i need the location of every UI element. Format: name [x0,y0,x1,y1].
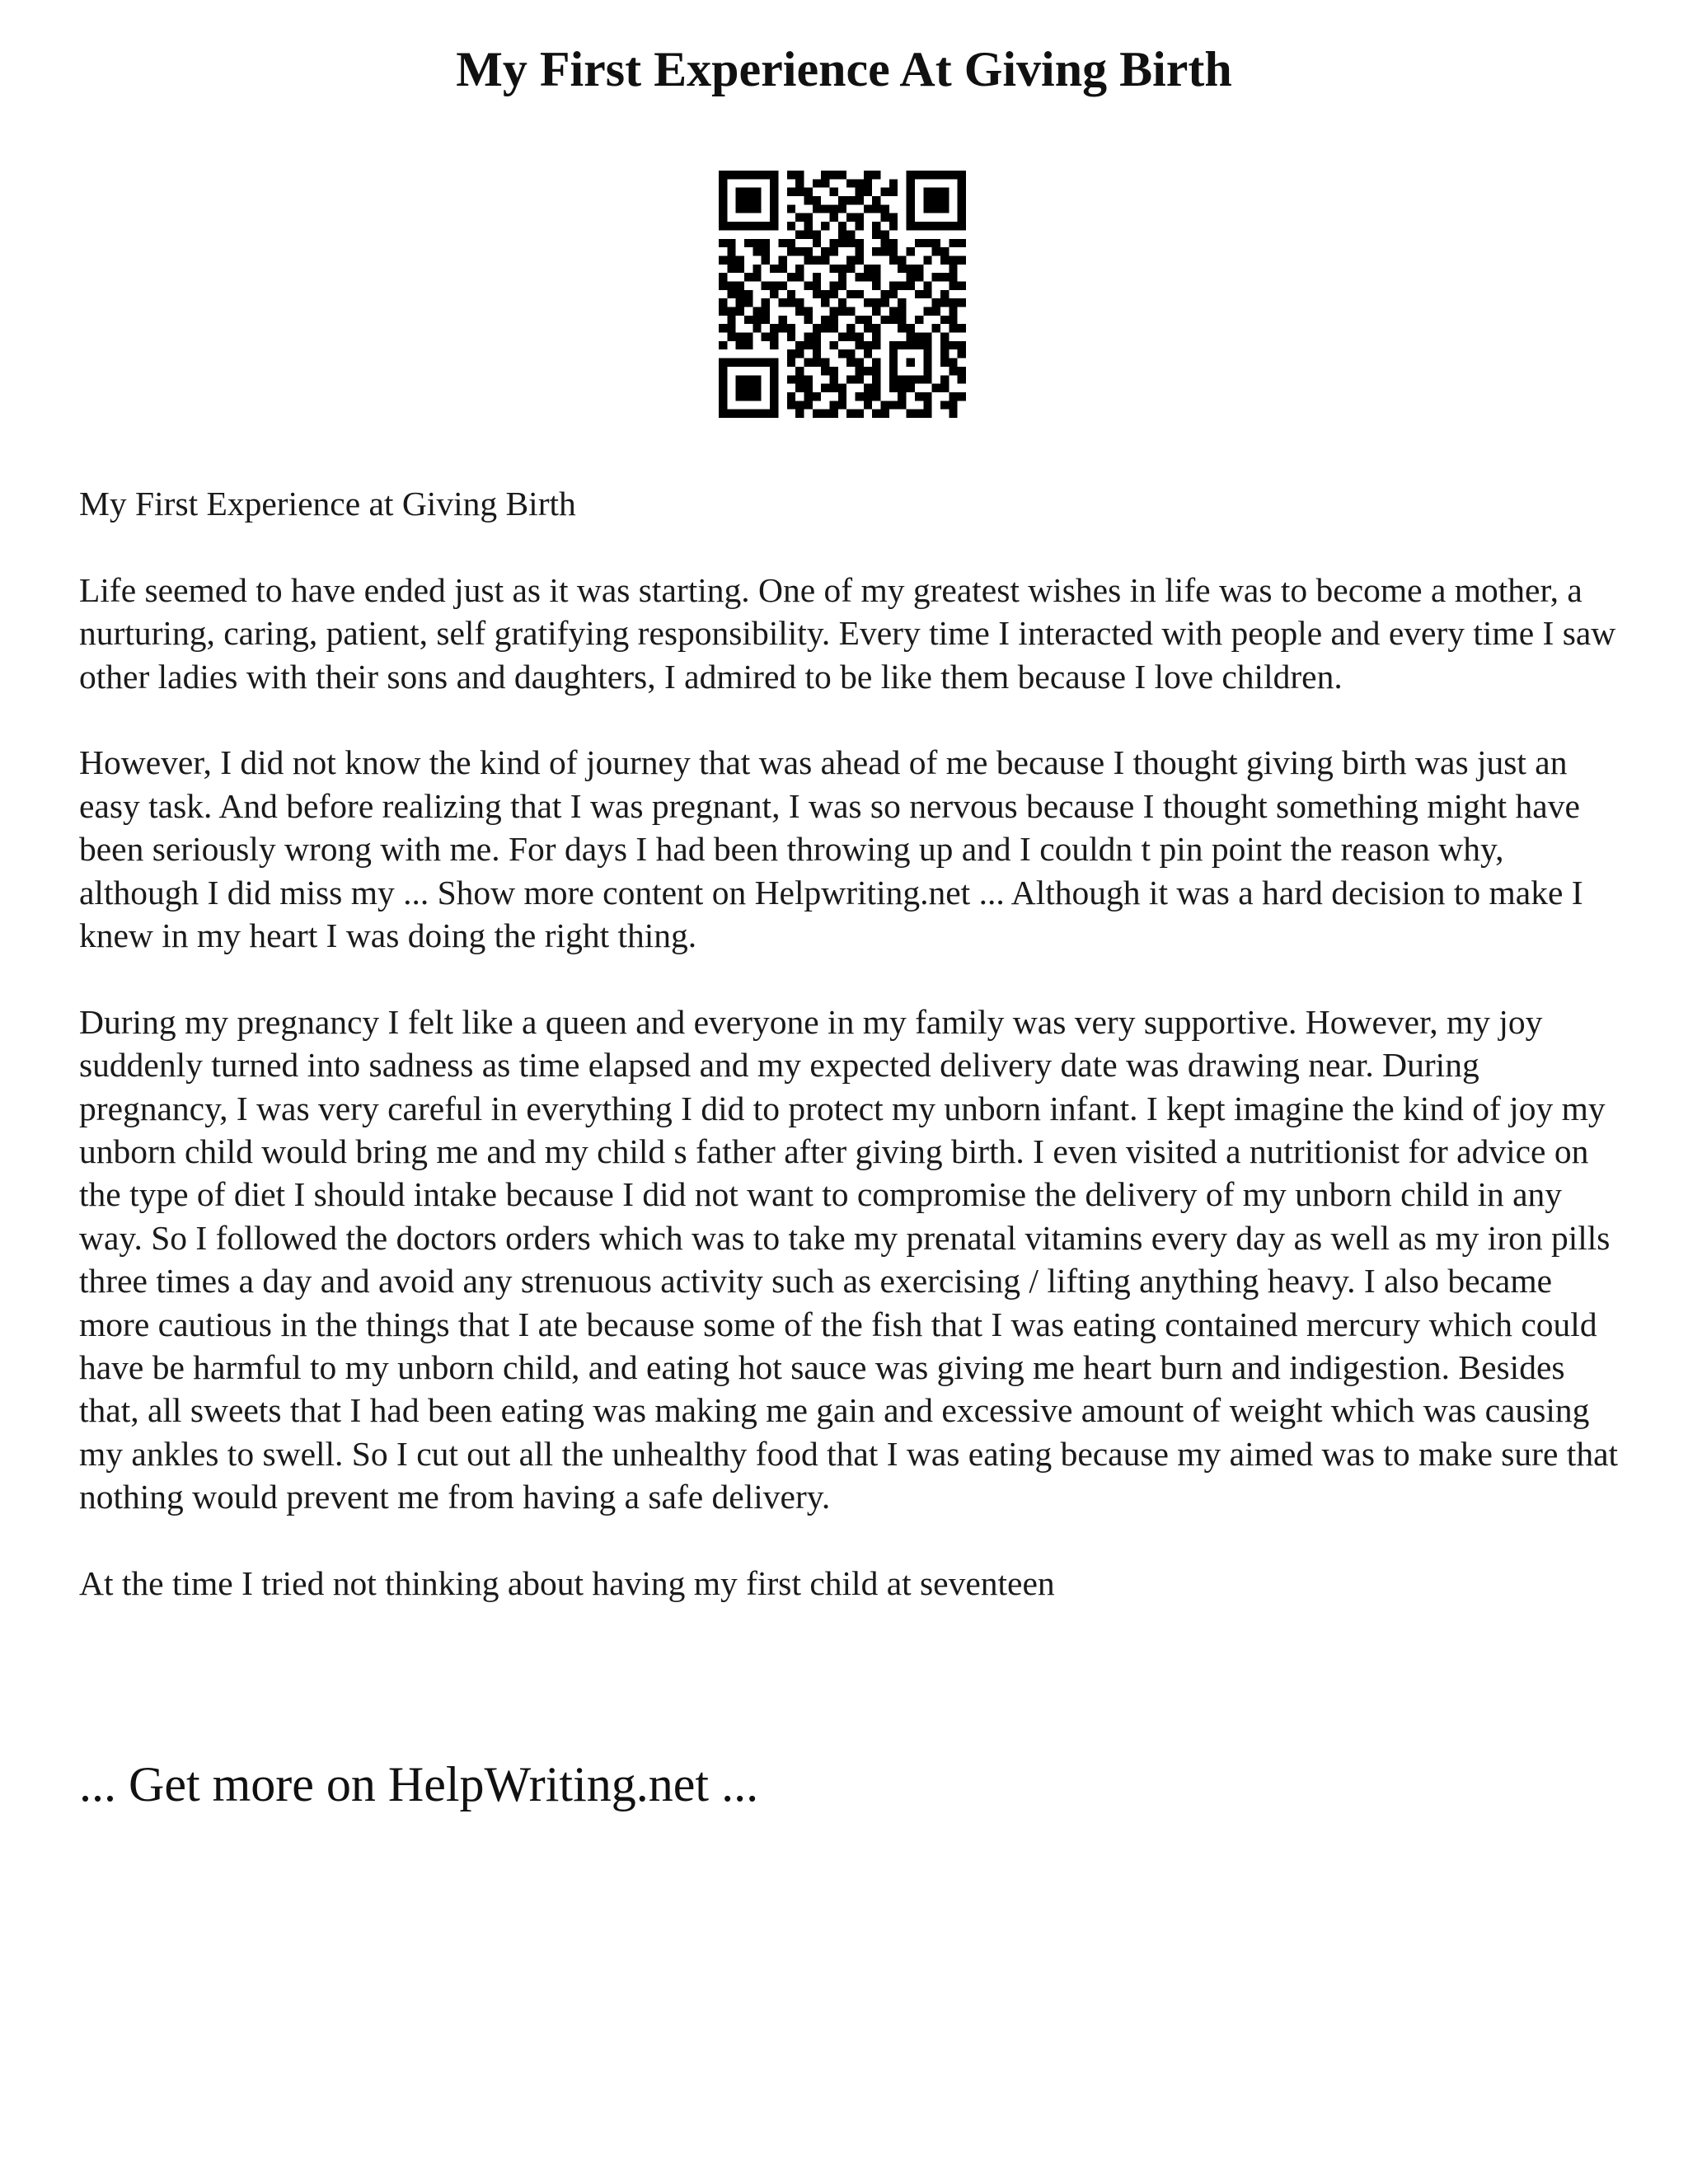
paragraph-1: Life seemed to have ended just as it was starting. One of my greatest wishes in life was to become a mother, a nurturing, caring, patient, self gratifying responsibility. Every time I interacted with people and every time I saw other ladies with their sons and daughters, I admired to be like them because I love children. [79,570,1616,696]
get-more-link[interactable]: ... Get more on HelpWriting.net ... [79,1757,759,1811]
document-body [79,482,1629,1648]
paragraph-2: However, I did not know the kind of journey that was ahead of me because I thought giving birth was just an easy task. And before realizing that I was pregnant, I was so nervous because I thought something might have been seriously wrong with me. For days I had been throwing up and I couldn t pin point the reason why, although I did miss my ... Show more content on Helpwriting.net ... Although it was a hard decision to make I knew in my heart I was doing the right thing. [79,743,1583,955]
qr-code-icon [719,171,966,418]
paragraph-4: At the time I tried not thinking about having my first child at seventeen [79,1564,1055,1603]
page-title: My First Experience At Giving Birth [456,42,1232,96]
paragraph-3: During my pregnancy I felt like a queen and everyone in my family was very supportive. However, my joy suddenly turned into sadness as time elapsed and my expected delivery date was drawing near. During pregnancy, I was very careful in everything I did to protect my unborn infant. I kept imagine the kind of joy my unborn child would bring me and my child s father after giving birth. I even visited a nutritionist for advice on the type of diet I should intake because I did not want to compromise the delivery of my unborn child in any way. So I followed the doctors orders which was to take my prenatal vitamins every day as well as my iron pills three times a day and avoid any strenuous activity such as exercising / lifting anything heavy. I also became more cautious in the things that I ate because some of the fish that I was eating contained mercury which could have be harmful to my unborn child, and eating hot sauce was giving me heart burn and indigestion. Besides that, all sweets that I had been eating was making me gain and excessive amount of weight which was causing my ankles to swell. So I cut out all the unhealthy food that I was eating because my aimed was to make sure that nothing would prevent me from having a safe delivery. [79,1002,1619,1516]
document-subtitle: My First Experience at Giving Birth [79,485,576,523]
